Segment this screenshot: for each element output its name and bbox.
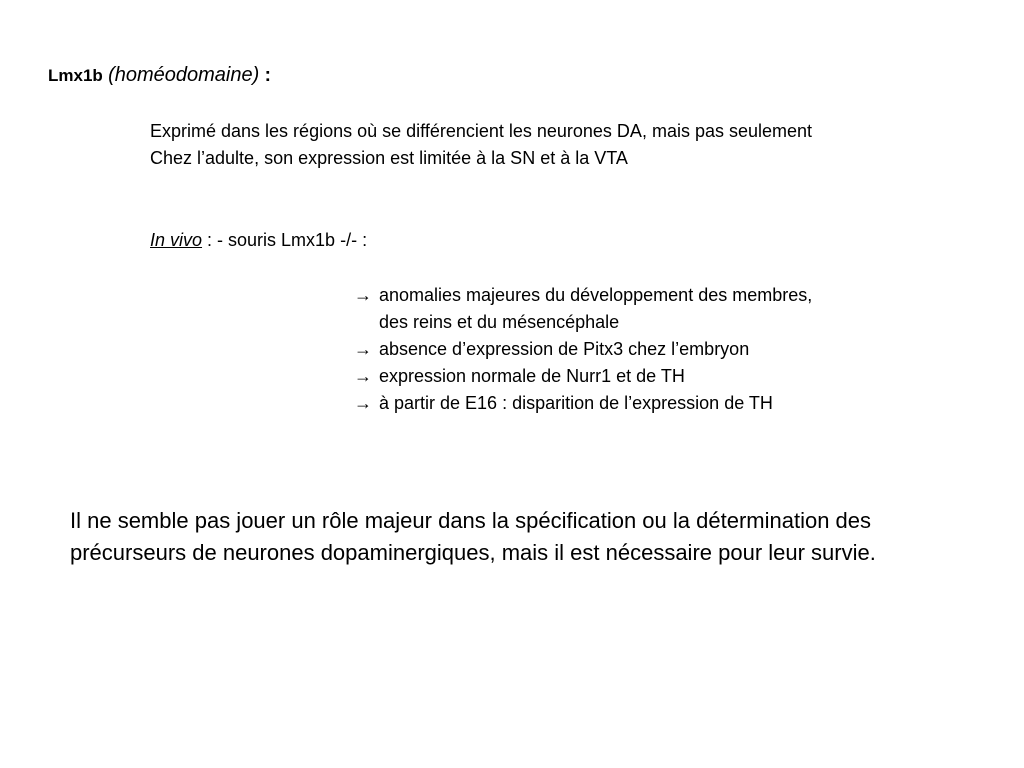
right-arrow-icon: → bbox=[354, 366, 372, 386]
result-item bbox=[354, 282, 994, 336]
in-vivo-text: : - souris Lmx1b -/- : bbox=[202, 230, 368, 250]
right-arrow-icon: → bbox=[354, 393, 372, 413]
expression-line-1: Exprimé dans les régions où se différencient les neurones DA, mais pas seulement bbox=[150, 121, 813, 141]
result-text: anomalies majeures du développement des membres, bbox=[379, 285, 813, 305]
result-text-continued: des reins et du mésencéphale bbox=[379, 312, 620, 332]
right-arrow-icon: → bbox=[354, 285, 372, 305]
in-vivo-label: In vivo bbox=[150, 230, 203, 250]
result-text: absence d’expression de Pitx3 chez l’embryon bbox=[379, 339, 750, 359]
result-text: expression normale de Nurr1 et de TH bbox=[379, 366, 685, 386]
in-vivo-results bbox=[354, 282, 994, 417]
in-vivo-heading bbox=[150, 227, 367, 254]
result-text: à partir de E16 : disparition de l’expression de TH bbox=[379, 393, 773, 413]
result-item bbox=[354, 336, 994, 363]
result-item bbox=[354, 390, 994, 417]
title-colon: : bbox=[264, 65, 271, 86]
expression-line-2: Chez l’adulte, son expression est limitée à la SN et à la VTA bbox=[150, 148, 628, 168]
gene-name: Lmx1b bbox=[48, 66, 103, 85]
domain-label: (homéodomaine) bbox=[108, 64, 260, 86]
right-arrow-icon: → bbox=[354, 339, 372, 359]
slide-title bbox=[48, 62, 271, 89]
expression-description bbox=[150, 118, 910, 172]
conclusion-paragraph: Il ne semble pas jouer un rôle majeur dans la spécification ou la détermination des précurseurs de neurones dopaminergiques, mais il est nécessaire pour leur survie. bbox=[70, 508, 876, 565]
result-item bbox=[354, 363, 994, 390]
